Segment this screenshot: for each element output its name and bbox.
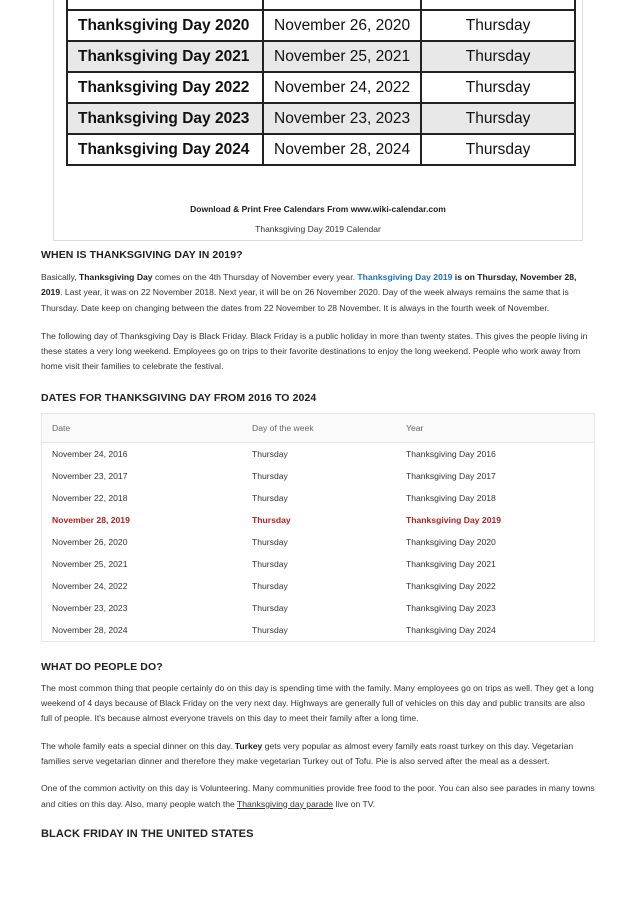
calendar-holiday: Thanksgiving Day 2021 [67, 41, 263, 72]
calendar-holiday: Thanksgiving Day 2023 [67, 103, 263, 134]
paragraph-family: The most common thing that people certainly do on this day is spending time with the family. Many employees go on trips as well. They get a long weekend of 4 days because of Black Friday on the very next day. Highways are generally full of vehicles on this day and public transits are also full of people. It's because almost everyone travels on this day to meet their family after a long time. [41, 682, 594, 724]
thanksgiving-parade-link[interactable]: Thanksgiving day parade [237, 798, 334, 809]
calendar-holiday: Thanksgiving Day 2022 [67, 72, 263, 103]
paragraph-volunteering: One of the common activity on this day is Volunteering. Many communities provide free food to the poor. You can also see parades in many towns and cities on this day. Also, many people watch the Thanksgiving day parade live on TV. [41, 783, 595, 809]
calendar-image-table [66, 0, 576, 166]
table-row: November 23, 2017 Thursday Thanksgiving Day 2017 [52, 470, 496, 481]
article-content [41, 248, 597, 841]
section-heading-when: WHEN IS THANKSGIVING DAY IN 2019? [41, 249, 243, 261]
calendar-holiday: Thanksgiving Day 2024 [67, 134, 263, 165]
table-row-highlighted: November 28, 2019 Thursday Thanksgiving Day 2019 [52, 514, 502, 525]
calendar-image-row [67, 72, 575, 103]
table-row: November 24, 2022 Thursday Thanksgiving Day 2022 [52, 580, 496, 591]
paragraph-when: Basically, Thanksgiving Day comes on the 4th Thursday of November every year. Thanksgiving Day 2019 is on Thursday, November 28, 2019. Last year, it was on 22 November 2018. Next year, it will be on 26 November 2020. Day of the week always remains the same that is Thursday. Date keep on changing between the dates from 22 November to 28 November. It is always in the fourth week of November. [41, 272, 577, 313]
calendar-day: Thursday [421, 103, 575, 134]
bold-date-2019: is on Thursday, November 28, 2019 [41, 272, 577, 298]
dates-table-header [42, 413, 595, 442]
calendar-image-row [67, 103, 575, 134]
table-row: November 28, 2024 Thursday Thanksgiving Day 2024 [52, 624, 496, 635]
download-site: www.wiki-calendar.com [350, 204, 446, 214]
calendar-date: November 23, 2023 [263, 103, 421, 134]
bold-turkey: Turkey [234, 740, 263, 751]
download-credit [54, 204, 582, 214]
dates-table [41, 413, 595, 642]
calendar-day: Thursday [421, 10, 575, 41]
calendar-date: November 26, 2020 [263, 10, 421, 41]
table-row: November 24, 2016 Thursday Thanksgiving Day 2016 [52, 448, 496, 459]
image-caption: Thanksgiving Day 2019 Calendar [255, 224, 381, 234]
paragraph-black-friday: The following day of Thanksgiving Day is Black Friday. Black Friday is a public holiday in more than twenty states. This gives the people living in these states a very long weekend. Employees go on trips to their favorite destinations to enjoy the long weekend. People who work away from home visit their families to celebrate the festival. [41, 330, 588, 372]
column-header-year: Year [396, 413, 595, 442]
calendar-image-row [67, 134, 575, 165]
section-heading-black-friday: BLACK FRIDAY IN THE UNITED STATES [41, 827, 254, 840]
bold-thanksgiving-day: Thanksgiving Day [79, 272, 153, 282]
table-row: November 26, 2020 Thursday Thanksgiving Day 2020 [52, 536, 496, 547]
download-prefix: Download & Print Free Calendars From [190, 204, 351, 214]
column-header-date: Date [42, 413, 243, 442]
calendar-image-row [67, 41, 575, 72]
section-heading-what-people-do: WHAT DO PEOPLE DO? [41, 660, 163, 673]
column-header-day: Day of the week [242, 413, 396, 442]
calendar-image-row-cut [67, 0, 575, 10]
table-row: November 23, 2023 Thursday Thanksgiving Day 2023 [52, 602, 496, 613]
section-heading-dates: DATES FOR THANKSGIVING DAY FROM 2016 TO 2024 [41, 391, 317, 404]
calendar-date: November 24, 2022 [263, 72, 421, 103]
calendar-image [53, 0, 583, 241]
table-row: November 25, 2021 Thursday Thanksgiving Day 2021 [52, 558, 496, 569]
calendar-image-row [67, 10, 575, 41]
calendar-day: Thursday [421, 134, 575, 165]
calendar-date: November 25, 2021 [263, 41, 421, 72]
thanksgiving-2019-link[interactable]: Thanksgiving Day 2019 [357, 272, 453, 282]
paragraph-dinner: The whole family eats a special dinner on this day. Turkey gets very popular as almost every family eats roast turkey on this day. Vegetarian families serve vegetarian dinner and therefore they make vegetarian Turkey out of Tofu. Pie is also served after the meal as a dessert. [41, 740, 574, 766]
calendar-day: Thursday [421, 41, 575, 72]
calendar-day: Thursday [421, 72, 575, 103]
calendar-holiday: Thanksgiving Day 2020 [67, 10, 263, 41]
calendar-date: November 28, 2024 [263, 134, 421, 165]
table-row: November 22, 2018 Thursday Thanksgiving Day 2018 [52, 492, 496, 503]
